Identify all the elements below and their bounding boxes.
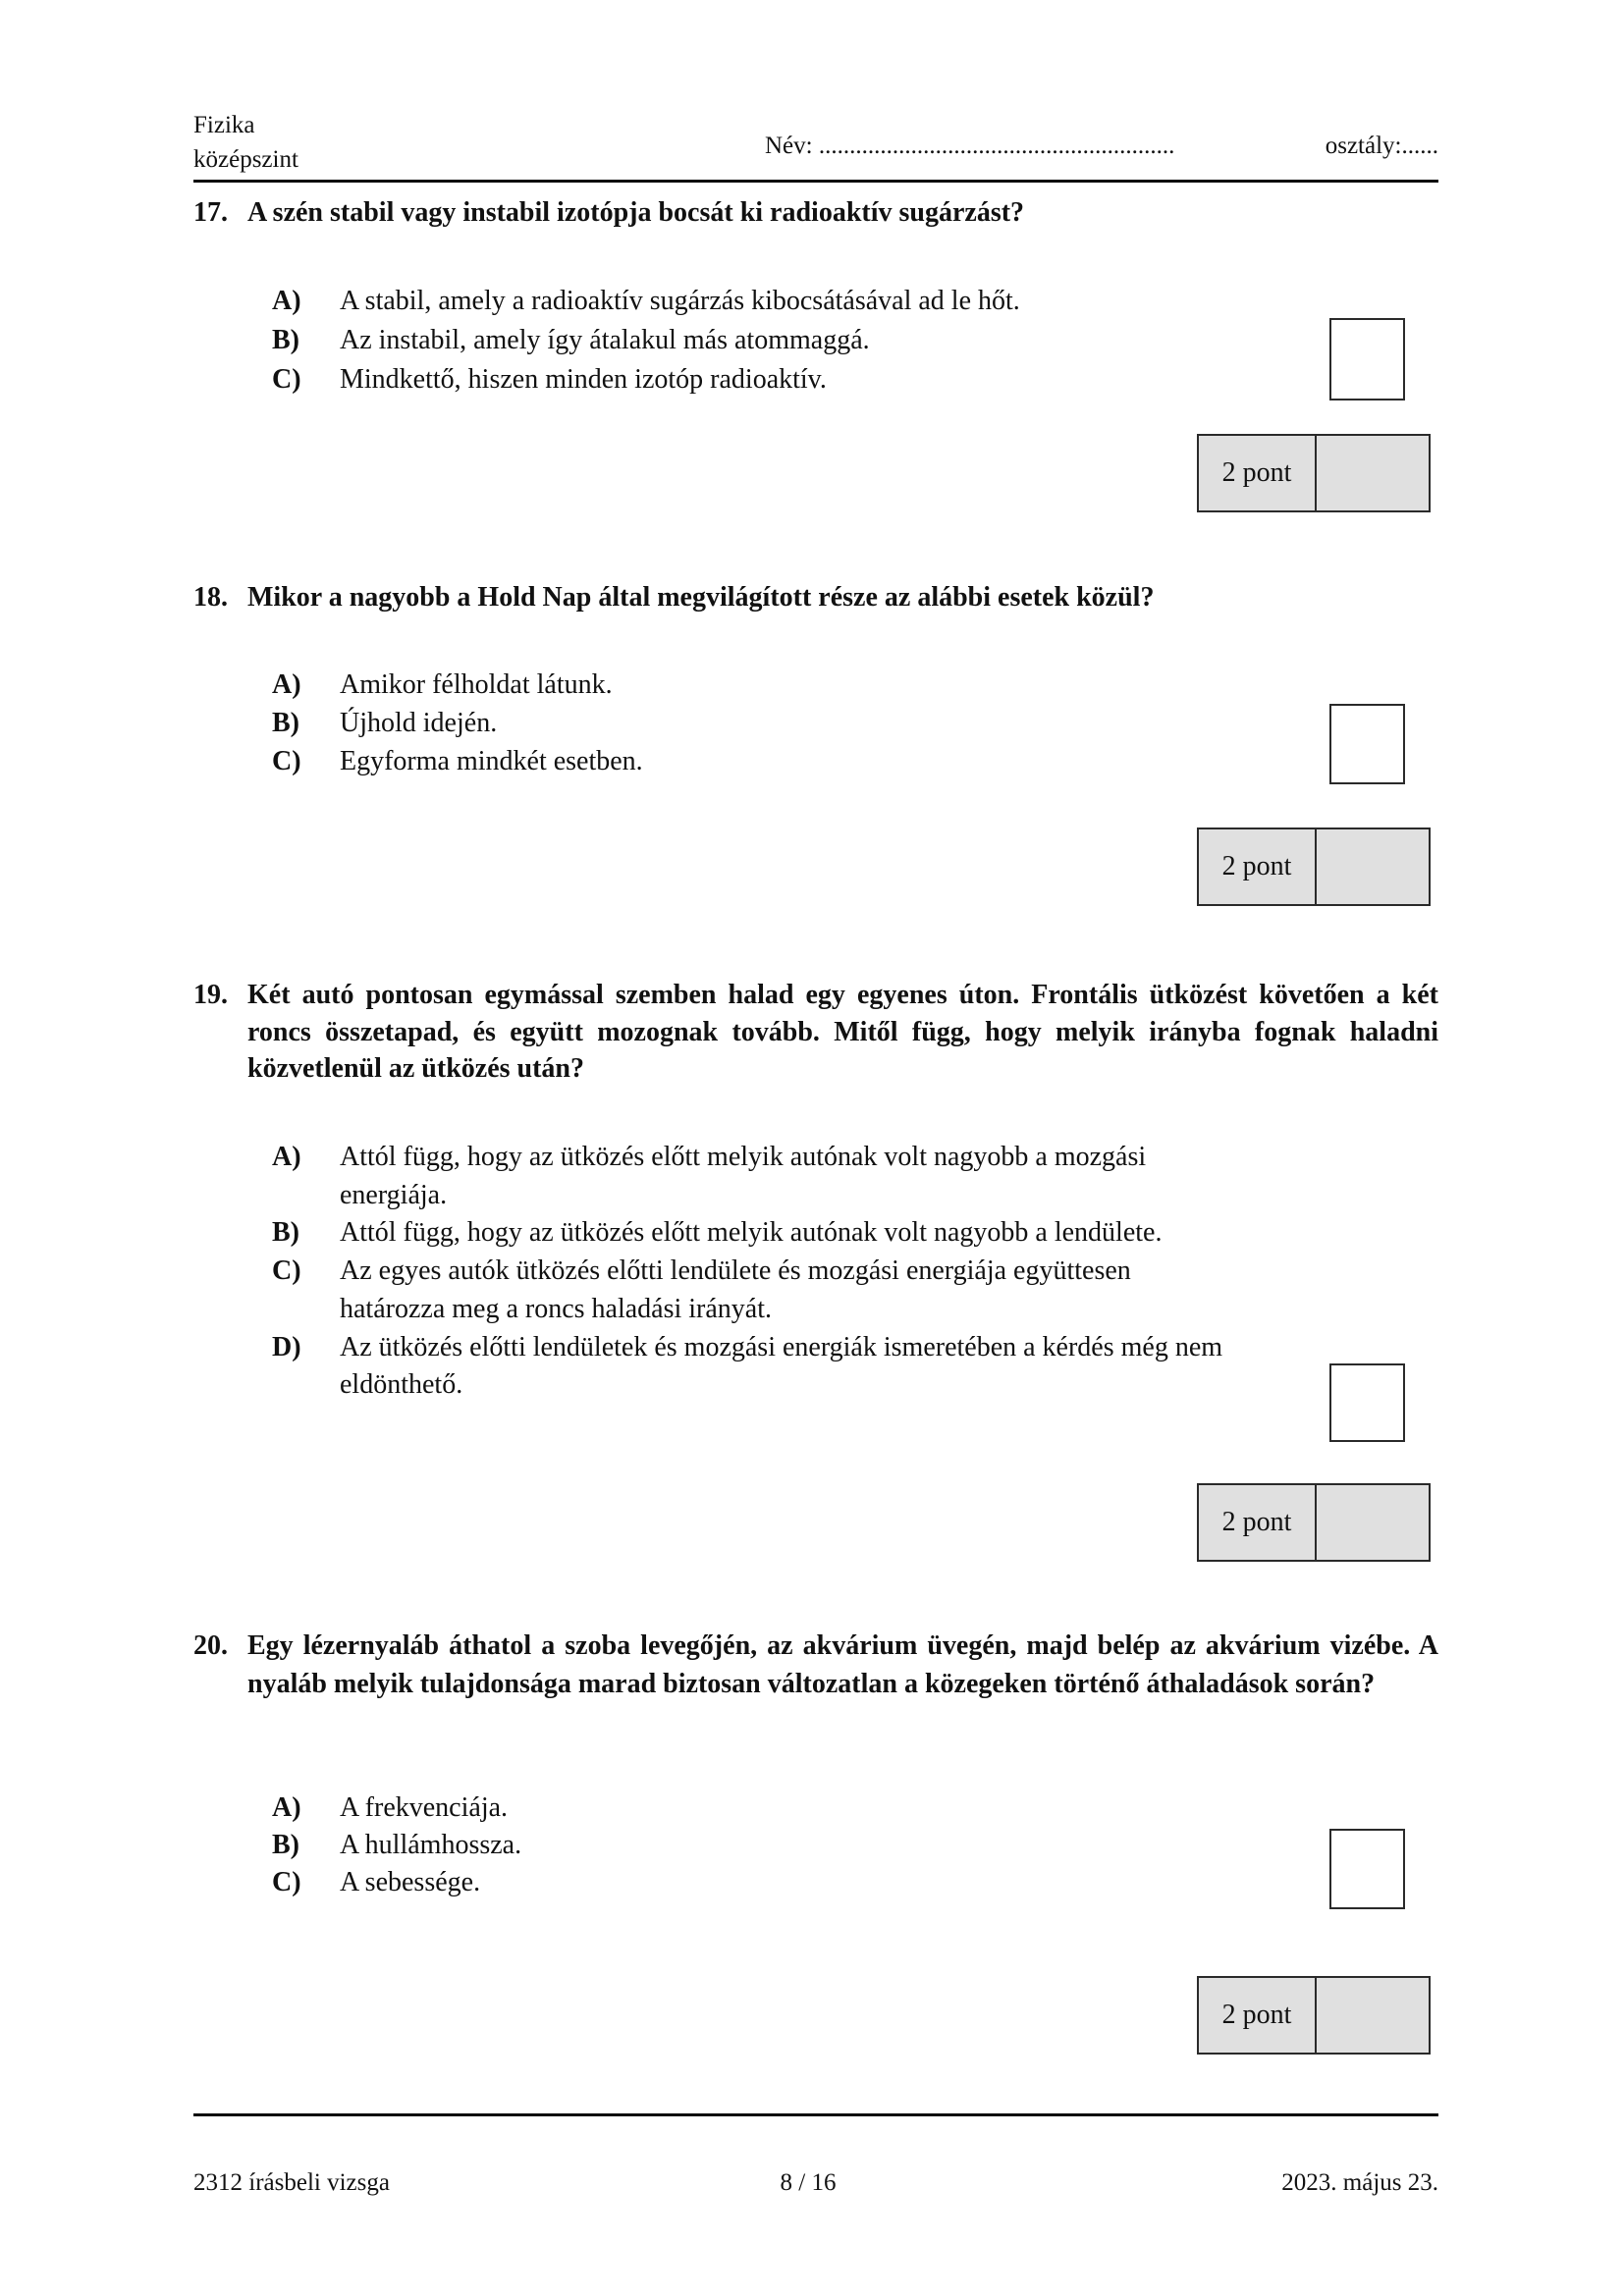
option-b	[272, 704, 1313, 742]
question-17-options	[272, 282, 1313, 400]
option-label: B)	[272, 708, 299, 738]
question-20-options	[272, 1789, 1313, 1901]
option-b	[272, 1827, 1313, 1864]
option-label: C)	[272, 1867, 301, 1897]
question-18-options	[272, 666, 1313, 780]
option-a	[272, 282, 1313, 321]
footer-exam-code: 2312 írásbeli vizsga	[193, 2169, 390, 2196]
question-19-title	[193, 977, 1438, 1088]
points-label: 2 pont	[1199, 829, 1317, 904]
question-number: 19.	[193, 980, 228, 1010]
header-level: középszint	[193, 146, 298, 173]
option-text: A stabil, amely a radioaktív sugárzás kibocsátásával ad le hőt.	[340, 286, 1020, 316]
option-label: C)	[272, 746, 301, 776]
question-text: Egy lézernyaláb áthatol a szoba levegőjén, az akvárium üvegén, majd belép az akvárium vizébe. A nyaláb melyik tulajdonsága marad biztosan változatlan a közegeken történő áthaladások során?	[247, 1630, 1438, 1699]
points-awarded-field[interactable]	[1317, 436, 1429, 510]
option-c	[272, 1253, 1313, 1328]
question-text: Két autó pontosan egymással szemben halad egy egyenes úton. Frontális ütközést követően a két roncs összetapad, és együtt mozognak tovább. Mitől függ, hogy melyik irányba fognak haladni közvetlenül az ütközés után?	[247, 980, 1438, 1084]
header-subject: Fizika	[193, 112, 255, 138]
score-box-19	[1197, 1483, 1431, 1562]
option-text: A hullámhossza.	[340, 1830, 522, 1860]
question-number: 18.	[193, 582, 228, 613]
option-label: D)	[272, 1331, 301, 1362]
question-text: Mikor a nagyobb a Hold Nap által megvilágított része az alábbi esetek közül?	[247, 582, 1155, 613]
option-a	[272, 1789, 1313, 1827]
option-label: A)	[272, 286, 301, 316]
question-19-options	[272, 1139, 1313, 1405]
points-awarded-field[interactable]	[1317, 1485, 1429, 1560]
question-number: 20.	[193, 1630, 228, 1661]
option-a	[272, 1139, 1313, 1214]
footer-page-number: 8 / 16	[780, 2169, 837, 2196]
question-text: A szén stabil vagy instabil izotópja bocsát ki radioaktív sugárzást?	[247, 197, 1025, 228]
option-label: B)	[272, 1217, 299, 1249]
score-box-18	[1197, 828, 1431, 906]
question-17-title	[193, 194, 1438, 232]
points-label: 2 pont	[1199, 1978, 1317, 2053]
footer-date: 2023. május 23.	[1281, 2169, 1438, 2196]
option-b	[272, 321, 1313, 360]
option-label: A)	[272, 669, 301, 700]
footer-rule	[193, 2113, 1438, 2116]
option-text: Mindkettő, hiszen minden izotóp radioaktív.	[340, 364, 827, 395]
option-text: Attól függ, hogy az ütközés előtt melyik autónak volt nagyobb a mozgási energiája.	[340, 1142, 1147, 1210]
option-label: B)	[272, 325, 299, 355]
points-awarded-field[interactable]	[1317, 829, 1429, 904]
question-20-title	[193, 1628, 1438, 1703]
option-text: Az ütközés előtti lendületek és mozgási energiák ismeretében a kérdés még nem eldönthető.	[340, 1331, 1223, 1401]
score-box-17	[1197, 434, 1431, 512]
points-label: 2 pont	[1199, 436, 1317, 510]
points-awarded-field[interactable]	[1317, 1978, 1429, 2053]
question-number: 17.	[193, 197, 228, 228]
question-18-title	[193, 579, 1438, 616]
option-c	[272, 742, 1313, 780]
option-label: B)	[272, 1830, 299, 1860]
option-b	[272, 1214, 1313, 1253]
option-text: Az instabil, amely így átalakul más atommaggá.	[340, 325, 870, 355]
option-label: A)	[272, 1792, 301, 1823]
answer-box-19[interactable]	[1329, 1363, 1405, 1442]
option-label: C)	[272, 364, 301, 395]
option-a	[272, 666, 1313, 704]
option-label: A)	[272, 1142, 301, 1172]
points-label: 2 pont	[1199, 1485, 1317, 1560]
option-text: A sebessége.	[340, 1867, 481, 1897]
option-c	[272, 360, 1313, 400]
option-d	[272, 1329, 1313, 1405]
option-text: Az egyes autók ütközés előtti lendülete és mozgási energiája együttesen határozza meg a roncs haladási irányát.	[340, 1255, 1131, 1324]
answer-box-18[interactable]	[1329, 704, 1405, 784]
option-label: C)	[272, 1255, 301, 1287]
option-text: A frekvenciája.	[340, 1792, 509, 1823]
header-rule	[193, 180, 1438, 183]
option-text: Attól függ, hogy az ütközés előtt melyik autónak volt nagyobb a lendülete.	[340, 1217, 1163, 1249]
option-text: Újhold idején.	[340, 708, 498, 738]
score-box-20	[1197, 1976, 1431, 2055]
option-text: Egyforma mindkét esetben.	[340, 746, 643, 776]
name-field[interactable]: Név: ..........................................................	[765, 133, 1175, 159]
option-text: Amikor félholdat látunk.	[340, 669, 613, 700]
answer-box-17[interactable]	[1329, 318, 1405, 400]
answer-box-20[interactable]	[1329, 1829, 1405, 1909]
class-field[interactable]: osztály:......	[1325, 133, 1438, 159]
option-c	[272, 1864, 1313, 1901]
